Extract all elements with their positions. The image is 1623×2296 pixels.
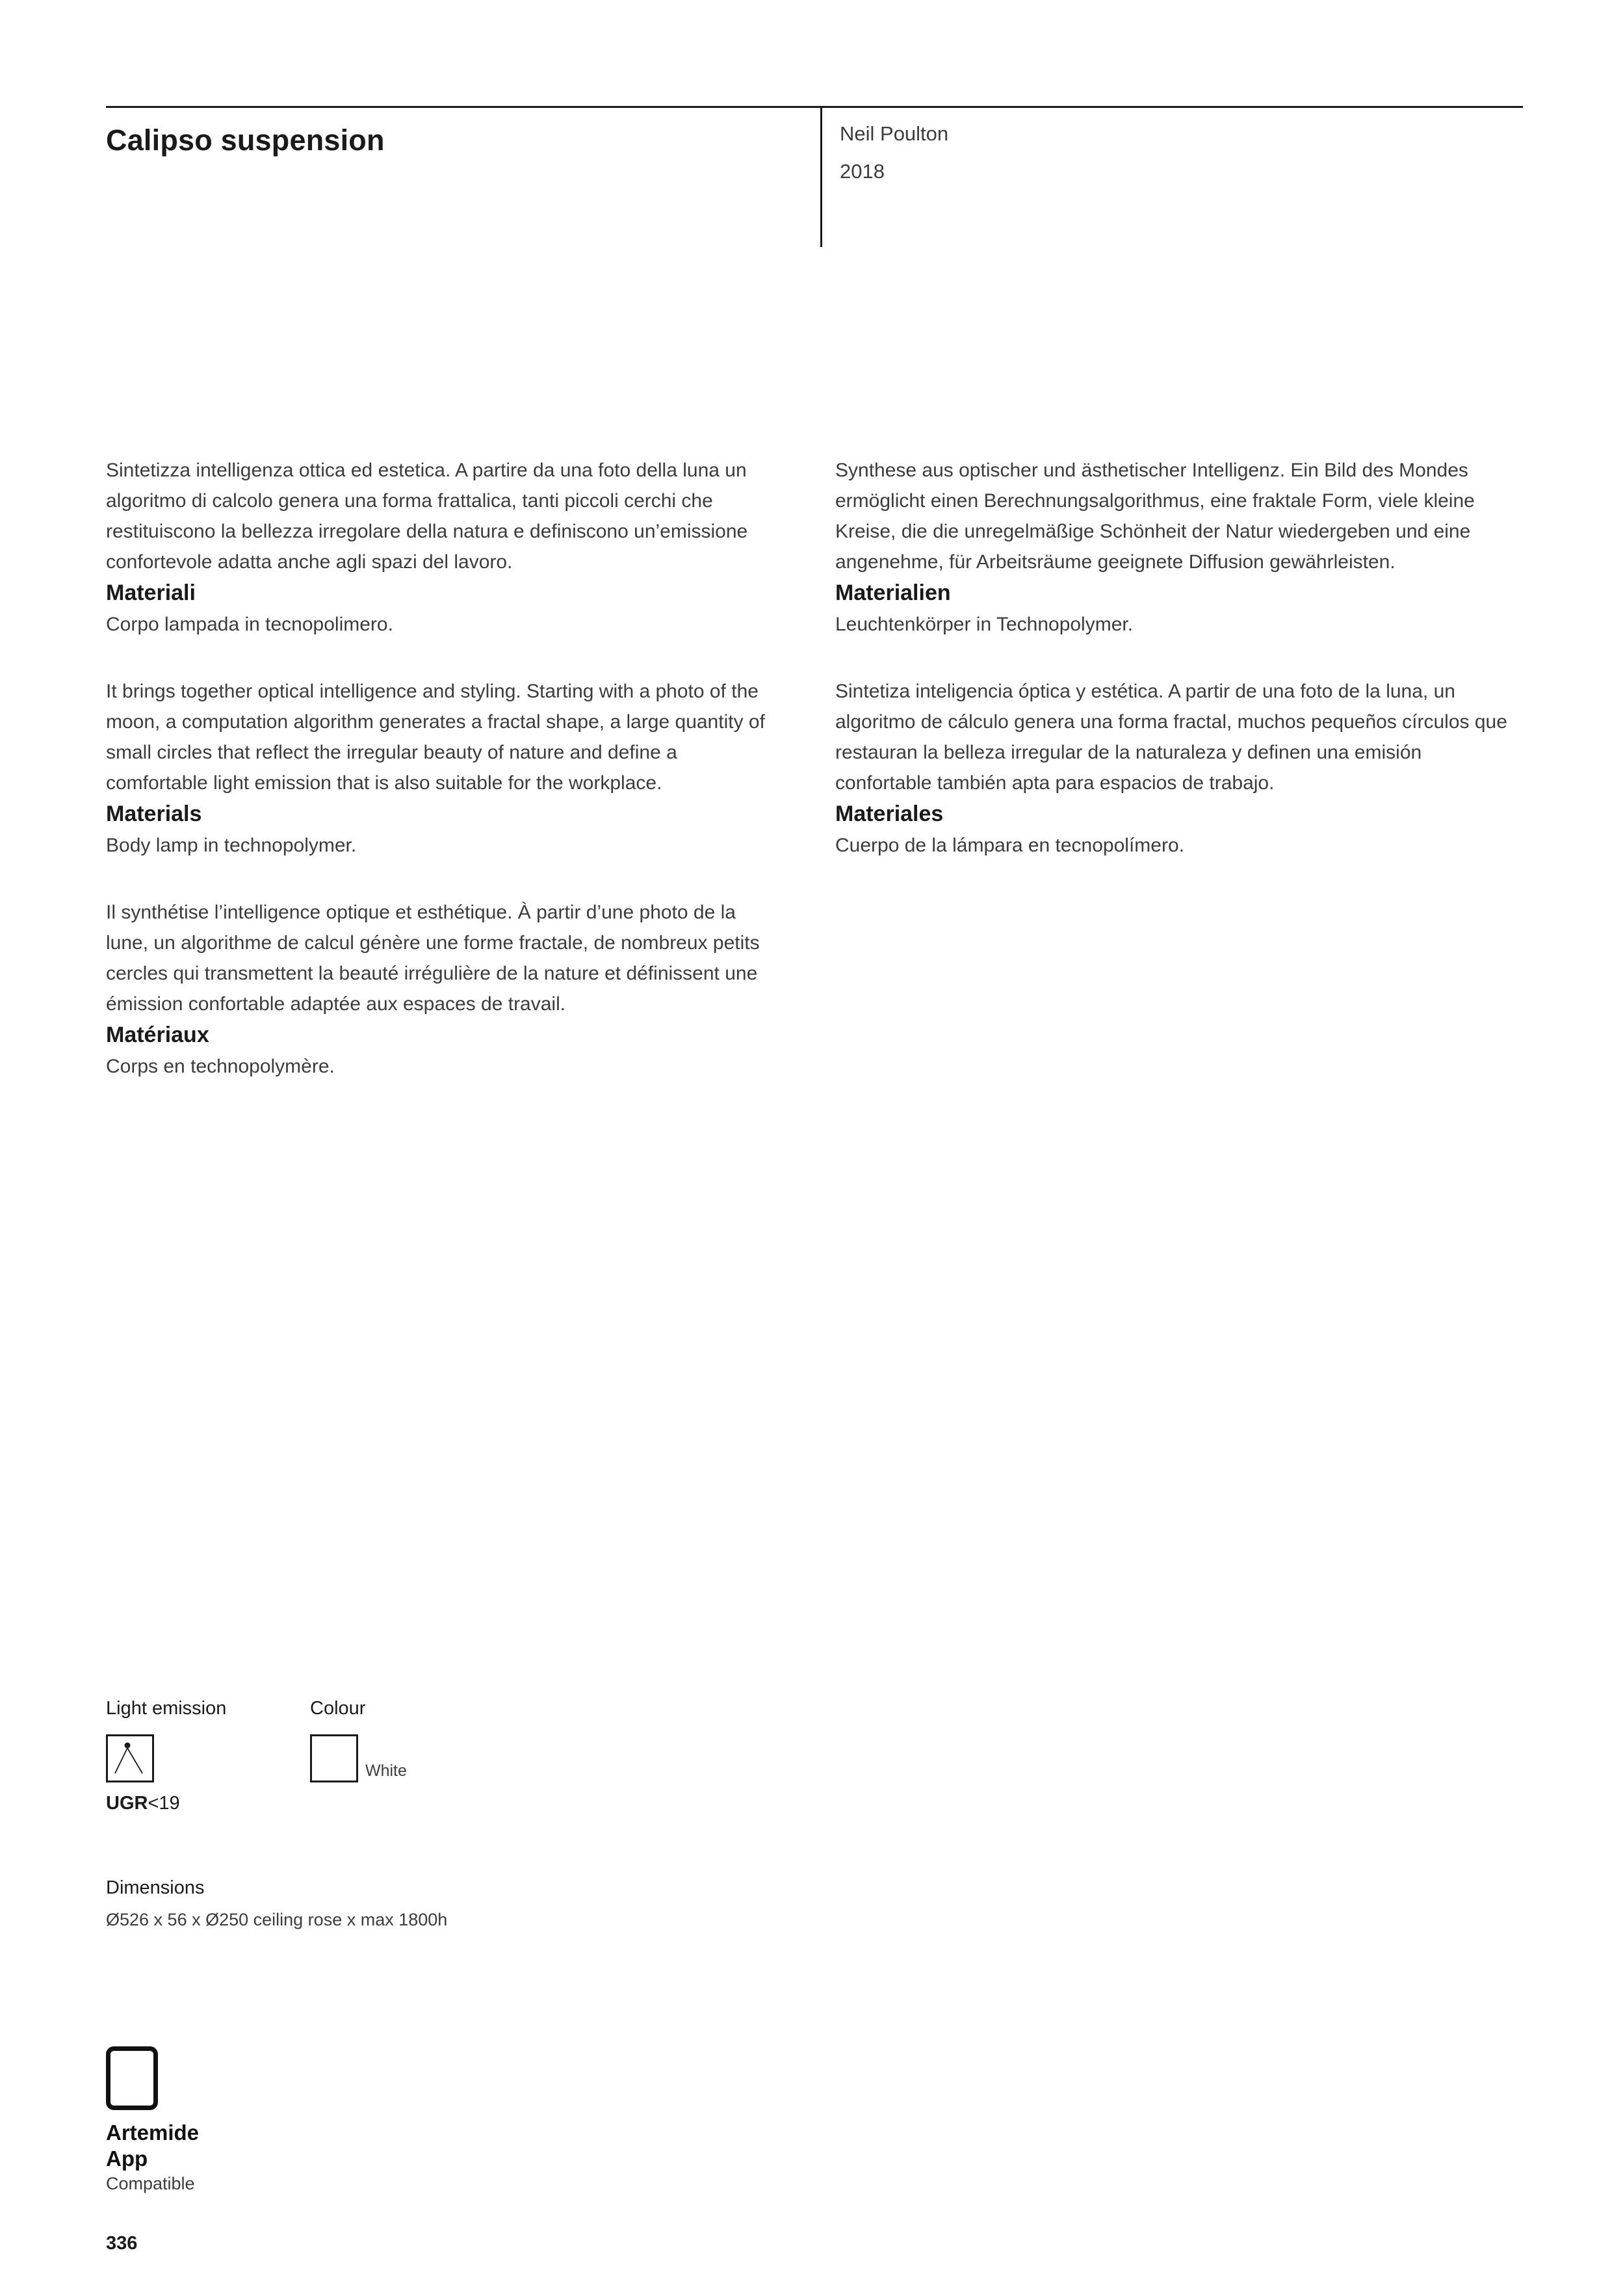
designer-name: Neil Poulton	[840, 122, 949, 145]
description-block-german	[835, 455, 1523, 640]
left-text-column	[106, 455, 782, 1118]
materials-heading: Materialien	[835, 581, 951, 605]
materials-heading: Materiali	[106, 581, 196, 605]
description-block-english	[106, 676, 782, 861]
light-emission-label: Light emission	[106, 1698, 227, 1719]
materials-text: Cuerpo de la lámpara en tecnopolímero.	[835, 835, 1184, 856]
smartphone-app-icon	[106, 2046, 158, 2110]
description-paragraph: Sintetiza inteligencia óptica y estética. A partir de una foto de la luna, un algoritmo de cálculo genera una forma fractal, muchos pequeños círculos que restauran la belleza irregular de la naturaleza y definen una emisión confortable también apta para espacios de trabajo.	[835, 681, 1507, 794]
description-block-spanish	[835, 676, 1523, 861]
ugr-label: UGR	[106, 1793, 148, 1814]
ugr-value: <19	[148, 1793, 180, 1814]
colour-label: Colour	[310, 1698, 366, 1719]
materials-text: Leuchtenkörper in Technopolymer.	[835, 614, 1134, 635]
brand-name: Artemide	[106, 2120, 200, 2145]
materials-heading: Materials	[106, 802, 202, 826]
dimensions-label: Dimensions	[106, 1877, 205, 1898]
light-emission-icon	[106, 1734, 154, 1782]
design-year: 2018	[840, 160, 885, 183]
ugr-rating	[106, 1793, 180, 1814]
compatible-label: Compatible	[106, 2174, 195, 2193]
materials-text: Corps en technopolymère.	[106, 1056, 335, 1077]
description-paragraph: It brings together optical intelligence and styling. Starting with a photo of the moon, a computation algorithm generates a fractal shape, a large quantity of small circles that reflect the irregular beauty of nature and define a comfortable light emission that is also suitable for the workplace.	[106, 681, 765, 794]
white-colour-swatch	[310, 1734, 358, 1782]
description-paragraph: Synthese aus optischer und ästhetischer Intelligenz. Ein Bild des Mondes ermöglicht einen Berechnungsalgorithmus, eine fraktale Form, viele kleine Kreise, die die unregelmäßige Schönheit der Natur wiedergeben und eine angenehme, für Arbeitsräume geeignete Diffusion gewährleisten.	[835, 460, 1475, 573]
page-number: 336	[106, 2233, 138, 2254]
description-paragraph: Il synthétise l’intelligence optique et esthétique. À partir d’une photo de la lune, un algorithme de calcul génère une forme fractale, de nombreux petits cercles qui transmettent la beauté irrégulière de la nature et définissent une émission confortable adaptée aux espaces de travail.	[106, 902, 760, 1015]
description-block-french	[106, 897, 782, 1082]
description-block-italian	[106, 455, 782, 640]
colour-value: White	[365, 1762, 407, 1780]
materials-text: Body lamp in technopolymer.	[106, 835, 357, 856]
description-paragraph: Sintetizza intelligenza ottica ed estetica. A partire da una foto della luna un algoritmo di calcolo genera una forma frattalica, tanti piccoli cerchi che restituiscono la bellezza irregolare della natura e definiscono un’emissione confortevole adatta anche agli spazi del lavoro.	[106, 460, 748, 573]
dimensions-value: Ø526 x 56 x Ø250 ceiling rose x max 1800h	[106, 1910, 448, 1929]
materials-heading: Matériaux	[106, 1023, 209, 1047]
product-title: Calipso suspension	[106, 124, 385, 157]
materials-text: Corpo lampada in tecnopolimero.	[106, 614, 393, 635]
app-label: App	[106, 2146, 148, 2171]
top-rule	[106, 106, 1523, 108]
right-text-column	[835, 455, 1523, 897]
materials-heading: Materiales	[835, 802, 944, 826]
header-divider	[820, 108, 822, 247]
